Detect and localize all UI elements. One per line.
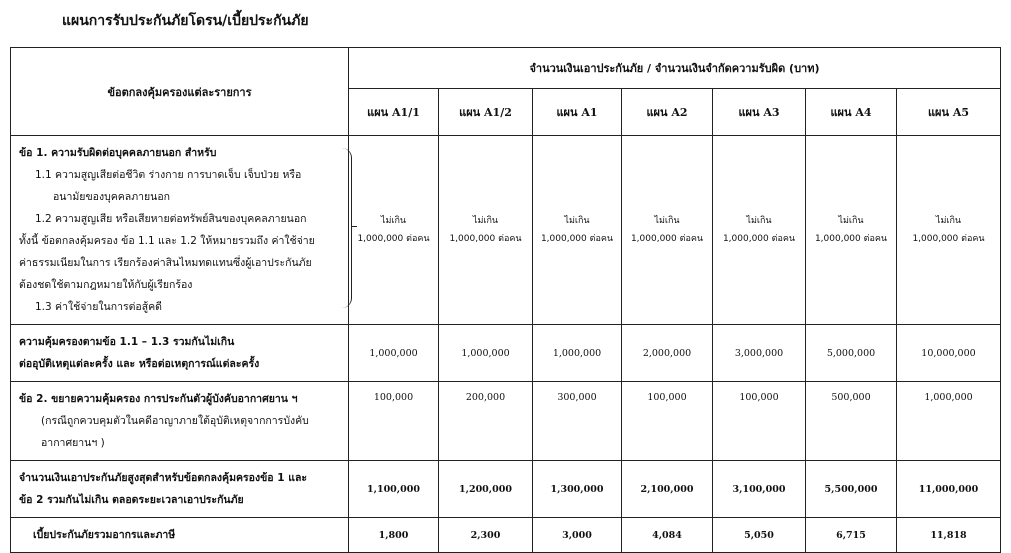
bail-extension-description [11,382,349,461]
table-row-premium [11,518,1001,553]
limit-cell-a2 [622,136,713,325]
plan-header-a1-1: แผน A1/1 [349,89,439,136]
table-cell: 10,000,000 [897,325,1001,382]
table-cell: 2,000,000 [622,325,713,382]
table-cell: 1,100,000 [349,461,439,518]
limit-cell-a3 [713,136,806,325]
clause-1-3: 1.3 ค่าใช้จ่ายในการต่อสู้คดี [35,301,162,313]
clause-1-2-line4: ต้องชดใช้ตามกฎหมายให้กับผู้เรียกร้อง [19,279,193,291]
limit-label: ไม่เกิน [838,216,864,226]
limit-cell-a1-1 [349,136,439,325]
plan-header-a3: แผน A3 [713,89,806,136]
limit-label: ไม่เกิน [380,216,407,226]
table-cell: 11,000,000 [897,461,1001,518]
limit-value: 1,000,000 ต่อคน [630,234,704,244]
document-title: แผนการรับประกันภัยโดรน/เบี้ยประกันภัย [62,13,309,29]
table-cell: 300,000 [533,382,622,461]
coverage-table [10,47,1001,553]
table-cell: 100,000 [349,382,439,461]
table-cell: 5,500,000 [806,461,897,518]
table-row-maximum-sum [11,461,1001,518]
table-cell: 3,000,000 [713,325,806,382]
header-coverage-items: ข้อตกลงคุ้มครองแต่ละรายการ [11,48,349,136]
limit-value: 1,000,000 ต่อคน [814,234,888,244]
table-cell: 1,000,000 [349,325,439,382]
table-cell: 1,800 [349,518,439,553]
maximum-sum-line1: จำนวนเงินเอาประกันภัยสูงสุดสำหรับข้อตกลงคุ้มครองข้อ 1 และ [19,472,308,484]
table-cell: 3,100,000 [713,461,806,518]
limit-cell-a1-2 [439,136,533,325]
combined-limit-line1: ความคุ้มครองตามข้อ 1.1 – 1.3 รวมกันไม่เกิน [19,336,235,348]
limit-value: 1,000,000 ต่อคน [540,234,614,244]
table-cell: 200,000 [439,382,533,461]
clause-1-2-line1: 1.2 ความสูญเสีย หรือเสียหายต่อทรัพย์สินของบุคคลภายนอก [35,213,307,225]
limit-label: ไม่เกิน [654,216,680,226]
combined-limit-description [11,325,349,382]
table-cell: 2,100,000 [622,461,713,518]
limit-value: 1,000,000 ต่อคน [357,234,430,244]
bail-extension-line1: ข้อ 2. ขยายความคุ้มครอง การประกันตัวผู้บังคับอากาศยาน ฯ [19,393,298,405]
table-row-bail-extension [11,382,1001,461]
table-cell: 1,300,000 [533,461,622,518]
plan-header-a5: แผน A5 [897,89,1001,136]
maximum-sum-line2: ข้อ 2 รวมกันไม่เกิน ตลอดระยะเวลาเอาประกันภัย [19,494,244,506]
plan-header-a4: แผน A4 [806,89,897,136]
limit-label: ไม่เกิน [564,216,590,226]
brace-bracket [341,148,352,308]
limit-label: ไม่เกิน [746,216,772,226]
limit-value: 1,000,000 ต่อคน [912,234,985,244]
clause-1-1-line1: 1.1 ความสูญเสียต่อชีวิต ร่างกาย การบาดเจ็บ เจ็บป่วย หรือ [35,169,302,181]
table-row-combined-limit [11,325,1001,382]
third-party-liability-description [11,136,349,325]
table-cell: 500,000 [806,382,897,461]
table-cell: 3,000 [533,518,622,553]
table-cell: 1,000,000 [439,325,533,382]
table-cell: 2,300 [439,518,533,553]
table-cell: 5,000,000 [806,325,897,382]
clause-1-1-line2: อนามัยของบุคคลภายนอก [53,191,171,203]
plan-header-a1-2: แผน A1/2 [439,89,533,136]
premium-label: เบี้ยประกันภัยรวมอากรและภาษี [11,518,349,553]
limit-cell-a1 [533,136,622,325]
combined-limit-line2: ต่ออุบัติเหตุแต่ละครั้ง และ หรือต่อเหตุการณ์แต่ละครั้ง [19,358,260,370]
clause-1-2-line3: ค่าธรรมเนียมในการ เรียกร้องค่าสินไหมทดแทนซึ่งผู้เอาประกันภัย [19,257,312,269]
table-cell: 100,000 [622,382,713,461]
plan-header-a2: แผน A2 [622,89,713,136]
table-cell: 11,818 [897,518,1001,553]
table-cell: 1,200,000 [439,461,533,518]
limit-label: ไม่เกิน [472,216,499,226]
limit-value: 1,000,000 ต่อคน [722,234,796,244]
limit-value: 1,000,000 ต่อคน [449,234,522,244]
table-row-third-party-liability [11,136,1001,325]
table-cell: 4,084 [622,518,713,553]
table-cell: 5,050 [713,518,806,553]
bail-extension-line3: อากาศยานฯ ) [41,437,105,449]
limit-cell-a4 [806,136,897,325]
bail-extension-line2: (กรณีถูกควบคุมตัวในคดีอาญาภายใต้อุบัติเหตุจากการบังคับ [41,415,309,427]
maximum-sum-description [11,461,349,518]
table-cell: 100,000 [713,382,806,461]
table-cell: 1,000,000 [897,382,1001,461]
plan-header-a1: แผน A1 [533,89,622,136]
limit-cell-a5 [897,136,1001,325]
header-sum-insured: จำนวนเงินเอาประกันภัย / จำนวนเงินจำกัดความรับผิด (บาท) [349,48,1001,89]
clause-1-heading: ข้อ 1. ความรับผิดต่อบุคคลภายนอก สำหรับ [19,147,217,159]
table-cell: 1,000,000 [533,325,622,382]
limit-label: ไม่เกิน [935,216,962,226]
clause-1-2-line2: ทั้งนี้ ข้อตกลงคุ้มครอง ข้อ 1.1 และ 1.2 ให้หมายรวมถึง ค่าใช้จ่าย [19,235,315,247]
table-cell: 6,715 [806,518,897,553]
